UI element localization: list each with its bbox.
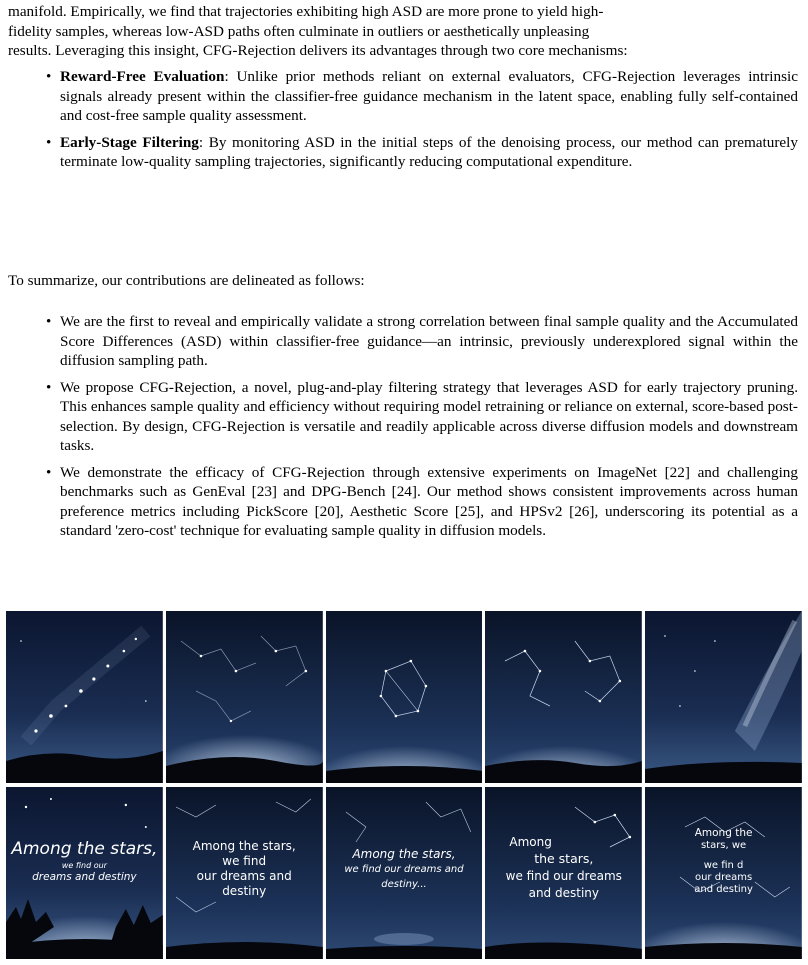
caption-line: destiny <box>222 884 267 898</box>
typography-image <box>645 787 802 959</box>
star-cluster-image <box>326 611 483 783</box>
intro-paragraph <box>8 2 800 61</box>
typography-image <box>326 787 483 959</box>
caption-line: Among the stars, <box>352 847 456 861</box>
mechanism-text: : By monitoring ASD in the initial steps of the denoising process, our method can prematurely terminate low-quality sampling trajectories, significantly reducing computational expenditure. <box>60 133 798 170</box>
figure-row-baseline <box>6 611 802 783</box>
mechanisms-list <box>60 67 798 172</box>
typography-image <box>166 787 323 959</box>
caption-line: the stars, <box>534 851 594 866</box>
typography-image <box>485 787 642 959</box>
caption-line: and destiny <box>528 886 599 900</box>
figure-row-cfg-rejection <box>6 787 802 959</box>
contributions-list <box>60 312 798 541</box>
constellation-image <box>166 611 323 783</box>
mechanism-item <box>60 67 798 126</box>
caption-line: destiny... <box>381 879 427 890</box>
caption-line: Among the stars, <box>11 839 158 859</box>
intro-line: manifold. Empirically, we find that trajectories exhibiting high ASD are more prone to yield high- <box>8 3 604 20</box>
caption-line: and destiny <box>694 884 753 895</box>
caption-line: Among the stars, <box>192 839 296 853</box>
caption-line: Among <box>509 835 552 849</box>
mechanism-item <box>60 133 798 172</box>
intro-line: results. Leveraging this insight, CFG-Rejection delivers its advantages through two core mechanisms: <box>8 42 628 59</box>
mechanism-title: Early-Stage Filtering <box>60 133 199 151</box>
caption-line: our dreams <box>694 872 753 883</box>
caption-line: Among the <box>694 827 753 839</box>
caption-line: stars, we <box>700 840 747 851</box>
milky-way-image <box>645 611 802 783</box>
contribution-item: • We propose CFG-Rejection, a novel, plug-and-play filtering strategy that leverages ASD for early trajectory pruning. This enhances sample quality and efficiency without requiring model retraining or reliance on external, score-based post-selection. By design, CFG-Rejection is versatile and readily applicable across diverse diffusion models and downstream tasks. <box>60 378 798 456</box>
results-figure <box>6 611 802 963</box>
caption-line: we find our <box>61 861 107 870</box>
caption-line: our dreams and <box>196 869 292 883</box>
caption-line: we find <box>222 854 267 868</box>
contribution-item: • We are the first to reveal and empirically validate a strong correlation between final sample quality and the Accumulated Score Differences (ASD) within classifier-free guidance—an intrinsic, previously underexplored signal within the diffusion sampling path. <box>60 312 798 371</box>
mechanism-title: Reward-Free Evaluation <box>60 68 225 85</box>
intro-line: fidelity samples, whereas low-ASD paths often culminate in outliers or aesthetically unpleasing <box>8 22 590 40</box>
mechanism-text: : Unlike prior methods reliant on external evaluators, CFG-Rejection leverages intrinsic signals already present within the classifier-free guidance mechanism in the latent space, enabling fully self-contained and cost-free sample quality assessment. <box>60 68 798 124</box>
caption-line: we fin d <box>703 860 744 871</box>
caption-line: we find our dreams <box>505 869 622 883</box>
summary-intro: To summarize, our contributions are delineated as follows: <box>8 272 365 289</box>
caption-line: we find our dreams and <box>344 864 464 875</box>
starry-sky-image <box>6 611 163 783</box>
caption-line: dreams and destiny <box>32 871 137 883</box>
constellation-image <box>485 611 642 783</box>
typography-image <box>6 787 163 959</box>
contribution-item: • We demonstrate the efficacy of CFG-Rejection through extensive experiments on ImageNet [22] and challenging benchmarks such as GenEval [23] and DPG-Bench [24]. Our method shows consistent improvements across human preference metrics including PickScore [20], Aesthetic Score [25], and HPSv2 [26], underscoring its potential as a standard 'zero-cost' technique for evaluating sample quality in diffusion models. <box>60 463 798 541</box>
